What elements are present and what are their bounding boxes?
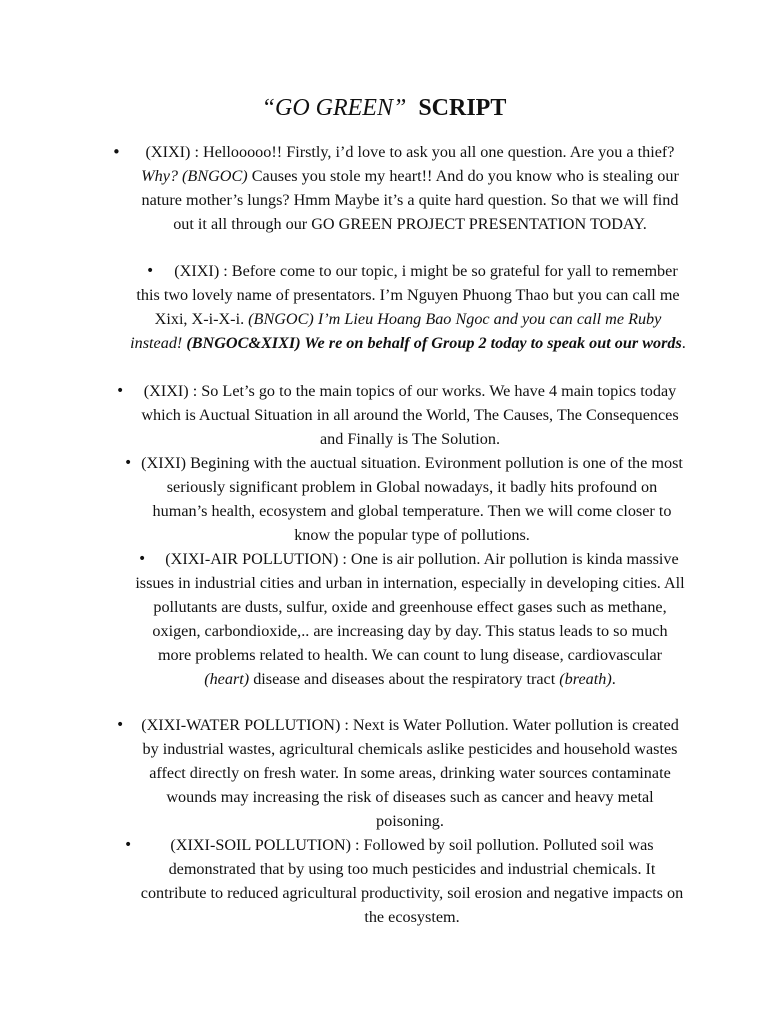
paragraph-6 <box>134 713 686 833</box>
p2-text-c: (BNGOC&XIXI) We re on behalf of Group 2 today to speak out our words <box>186 334 682 352</box>
bullet-3: • <box>116 383 125 399</box>
document-title <box>0 92 768 124</box>
p4-text-a: (XIXI) Begining with the auctual situation. Evironment pollution is one of the most seriously significant problem in Global nowadays, it badly hits profound on human’s health, ecosystem and global temperature. Then we will come closer to know the popular type of pollutions. <box>141 454 683 544</box>
p5-text-c: disease and diseases about the respiratory tract <box>249 670 560 688</box>
p2-text-d: . <box>681 334 686 352</box>
bullet-4: • <box>124 455 133 471</box>
p2-text-a: (XIXI) : Before come to our topic, i might be so grateful for yall to remember this two lovely name of presentators. I’m Nguyen Phuong Thao but you can call me Xixi, X-i-X-i. <box>136 262 680 328</box>
p1-text-c: Causes you stole my heart!! And do you know who is stealing our nature mother’s lungs? Hmm Maybe it’s a quite hard question. So that we will find out it all through our GO GREEN PROJECT PRESENTATION TODAY. <box>141 167 679 233</box>
p5-text-d: (breath) <box>559 670 612 688</box>
paragraph-5 <box>134 547 686 691</box>
bullet-7: • <box>124 837 133 853</box>
title-go-green: “GO GREEN” <box>261 95 407 121</box>
title-script: SCRIPT <box>418 95 507 121</box>
p1-text-a: (XIXI) : Hellooooo!! Firstly, i’d love to ask you all one question. Are you a thief? <box>145 143 675 161</box>
paragraph-2 <box>130 259 686 355</box>
p5-text-b: (heart) <box>204 670 250 688</box>
paragraph-4 <box>138 451 686 547</box>
paragraph-1 <box>134 140 686 236</box>
p2-text-b: (BNGOC) I’m Lieu Hoang Bao Ngoc and you can call me Ruby instead! <box>130 310 662 352</box>
p5-text-e: . <box>611 670 616 688</box>
bullet-2: • <box>146 263 155 279</box>
p5-text-a: (XIXI-AIR POLLUTION) : One is air pollution. Air pollution is kinda massive issues in industrial cities and urban in internation, especially in developing cities. All pollutants are dusts, sulfur, oxide and greenhouse effect gases such as methane, oxigen, carbondioxide,.. are increasing day by day. This status leads to so much more problems related to health. We can count to lung disease, cardiovascular <box>135 550 685 664</box>
bullet-6: • <box>116 717 125 733</box>
bullet-1: • <box>112 143 121 161</box>
p3-text-a: (XIXI) : So Let’s go to the main topics of our works. We have 4 main topics today which is Auctual Situation in all around the World, The Causes, The Consequences and Finally is The Solution. <box>141 382 679 448</box>
p1-text-b: Why? (BNGOC) <box>141 167 248 185</box>
bullet-5: • <box>138 551 147 567</box>
p7-text-a: (XIXI-SOIL POLLUTION) : Followed by soil pollution. Polluted soil was demonstrated that by using too much pesticides and industrial chemicals. It contribute to reduced agricultural productivity, soil erosion and negative impacts on the ecosystem. <box>140 836 684 926</box>
paragraph-7 <box>138 833 686 929</box>
paragraph-3 <box>134 379 686 451</box>
p6-text-a: (XIXI-WATER POLLUTION) : Next is Water Pollution. Water pollution is created by industrial wastes, agricultural chemicals aslike pesticides and household wastes affect directly on fresh water. In some areas, drinking water sources contaminate wounds may increasing the risk of diseases such as cancer and heavy metal poisoning. <box>141 716 679 830</box>
